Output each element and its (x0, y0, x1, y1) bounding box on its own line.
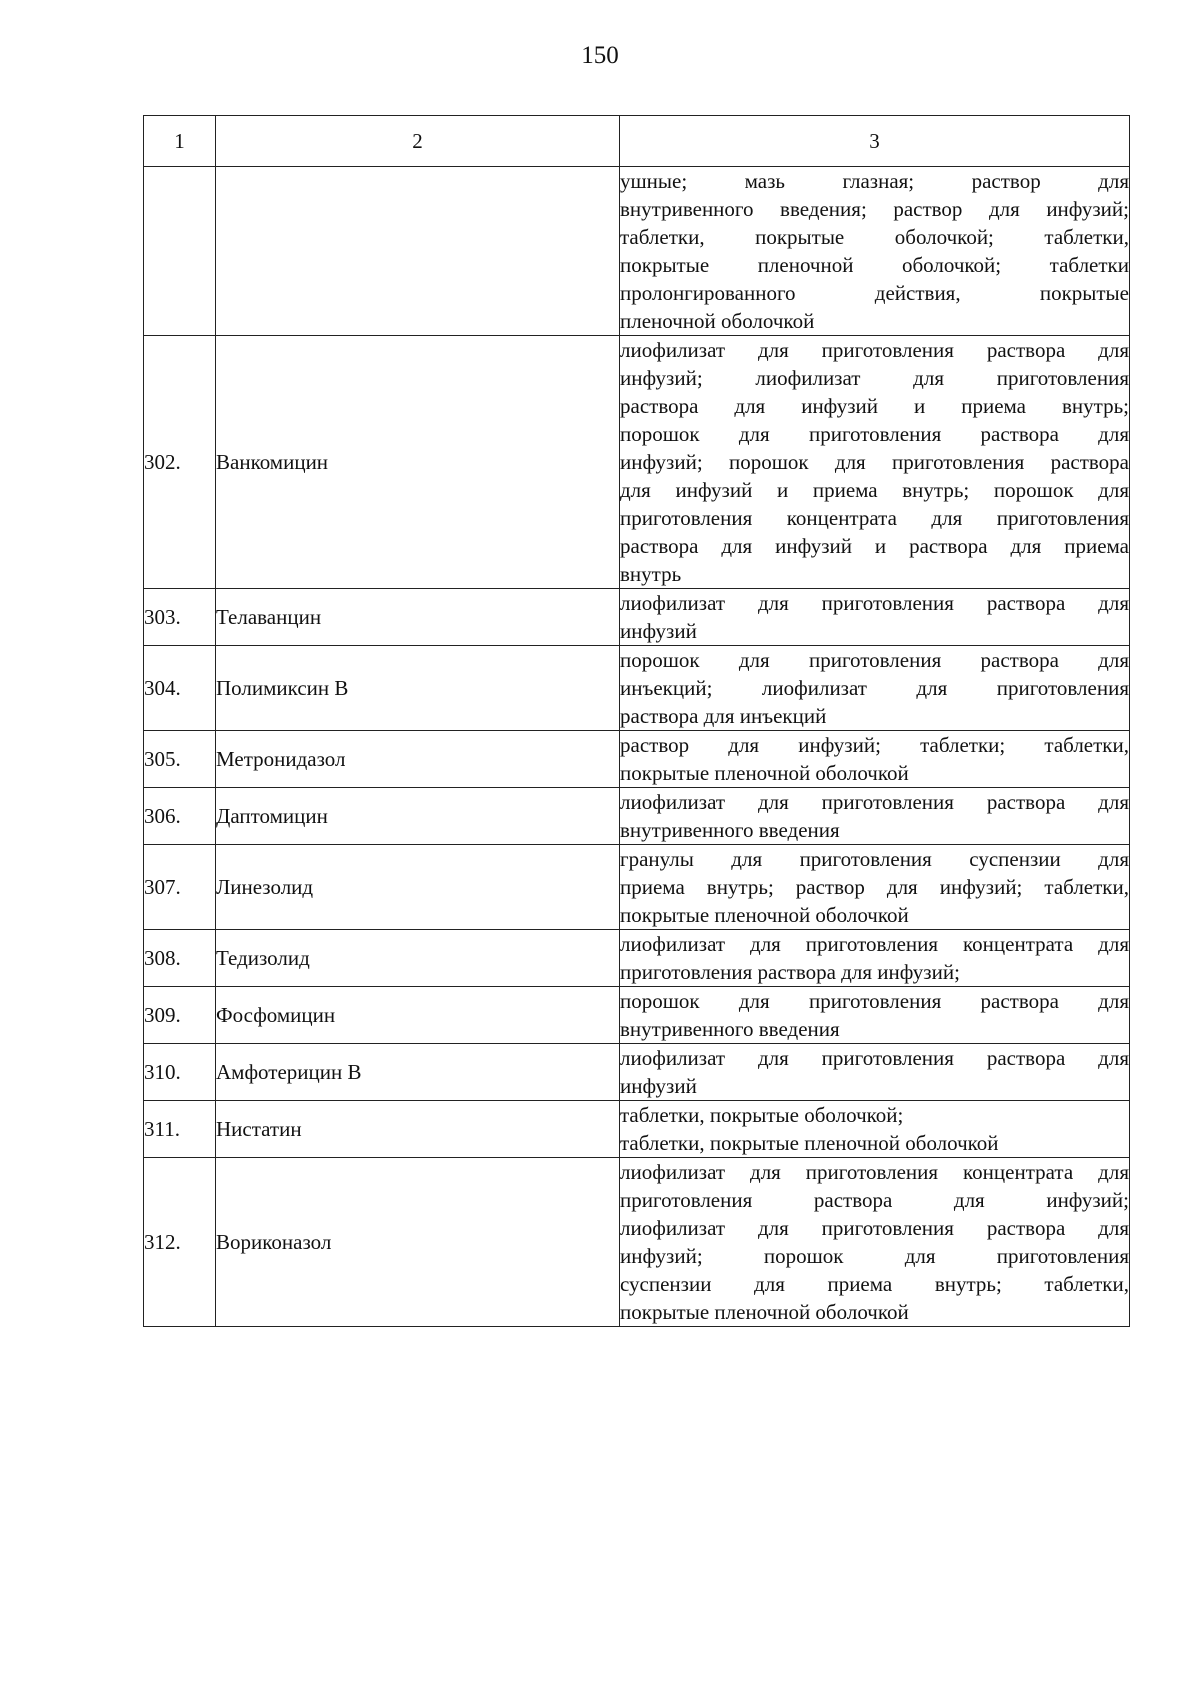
dosage-forms-line: инфузий (620, 619, 697, 643)
dosage-forms (620, 788, 1130, 845)
table-row (144, 930, 1130, 987)
dosage-forms-line: внутрь (620, 562, 682, 586)
row-number (144, 167, 216, 336)
dosage-forms-line: внутривенного введения (620, 1017, 840, 1041)
drug-name: Амфотерицин В (216, 1044, 620, 1101)
dosage-forms-line: инфузий (620, 1074, 697, 1098)
row-number: 308. (144, 930, 216, 987)
dosage-forms-line: суспензии для приема внутрь; таблетки, (620, 1272, 1129, 1296)
dosage-forms-line: таблетки, покрытые пленочной оболочкой (620, 1131, 999, 1155)
dosage-forms (620, 589, 1130, 646)
page-number: 150 (581, 42, 619, 69)
dosage-forms-line: покрытые пленочной оболочкой (620, 761, 909, 785)
table-row (144, 336, 1130, 589)
dosage-forms-line: приема внутрь; раствор для инфузий; таблетки, (620, 875, 1129, 899)
dosage-forms-line: таблетки, покрытые оболочкой; таблетки, (620, 225, 1129, 249)
dosage-forms (620, 731, 1130, 788)
table-row (144, 167, 1130, 336)
dosage-forms-line: пролонгированного действия, покрытые (620, 281, 1129, 305)
table-row (144, 589, 1130, 646)
table-row (144, 1044, 1130, 1101)
row-number: 302. (144, 336, 216, 589)
table-header-row (144, 116, 1130, 167)
dosage-forms-line: лиофилизат для приготовления раствора для (620, 591, 1129, 615)
dosage-forms-line: лиофилизат для приготовления концентрата для (620, 1160, 1129, 1184)
dosage-forms-line: порошок для приготовления раствора для (620, 422, 1129, 446)
table-row (144, 1158, 1130, 1327)
dosage-forms-line: раствора для инъекций (620, 704, 827, 728)
row-number: 303. (144, 589, 216, 646)
row-number: 307. (144, 845, 216, 930)
table-row (144, 845, 1130, 930)
dosage-forms-line: лиофилизат для приготовления раствора для (620, 338, 1129, 362)
dosage-forms-line: лиофилизат для приготовления раствора для (620, 1216, 1129, 1240)
dosage-forms (620, 930, 1130, 987)
dosage-forms-line: внутривенного введения (620, 818, 840, 842)
dosage-forms-line: гранулы для приготовления суспензии для (620, 847, 1129, 871)
dosage-forms-line: покрытые пленочной оболочкой (620, 903, 909, 927)
dosage-forms (620, 987, 1130, 1044)
column-header-2: 2 (216, 116, 620, 167)
table-row (144, 731, 1130, 788)
dosage-forms (620, 845, 1130, 930)
dosage-forms-line: лиофилизат для приготовления концентрата для (620, 932, 1129, 956)
dosage-forms-line: инфузий; порошок для приготовления (620, 1244, 1129, 1268)
dosage-forms-line: раствора для инфузий и приема внутрь; (620, 394, 1129, 418)
drug-name: Линезолид (216, 845, 620, 930)
dosage-forms-line: приготовления раствора для инфузий; (620, 1188, 1129, 1212)
dosage-forms-line: ушные; мазь глазная; раствор для (620, 169, 1129, 193)
dosage-forms-line: приготовления раствора для инфузий; (620, 960, 960, 984)
dosage-forms-line: инфузий; порошок для приготовления раствора (620, 450, 1129, 474)
drug-table (143, 115, 1130, 1327)
row-number: 312. (144, 1158, 216, 1327)
dosage-forms (620, 167, 1130, 336)
drug-name: Метронидазол (216, 731, 620, 788)
dosage-forms-line: покрытые пленочной оболочкой (620, 1300, 909, 1324)
dosage-forms (620, 646, 1130, 731)
dosage-forms-line: внутривенного введения; раствор для инфузий; (620, 197, 1129, 221)
column-header-3: 3 (620, 116, 1130, 167)
dosage-forms-line: лиофилизат для приготовления раствора для (620, 1046, 1129, 1070)
dosage-forms-line: пленочной оболочкой (620, 309, 815, 333)
drug-name (216, 167, 620, 336)
table-row (144, 987, 1130, 1044)
column-header-1: 1 (144, 116, 216, 167)
row-number: 309. (144, 987, 216, 1044)
drug-name: Ванкомицин (216, 336, 620, 589)
row-number: 311. (144, 1101, 216, 1158)
row-number: 304. (144, 646, 216, 731)
dosage-forms-line: порошок для приготовления раствора для (620, 648, 1129, 672)
drug-name: Даптомицин (216, 788, 620, 845)
dosage-forms-line: инфузий; лиофилизат для приготовления (620, 366, 1129, 390)
table-row (144, 1101, 1130, 1158)
drug-name: Вориконазол (216, 1158, 620, 1327)
row-number: 310. (144, 1044, 216, 1101)
dosage-forms-line: порошок для приготовления раствора для (620, 989, 1129, 1013)
dosage-forms-line: раствор для инфузий; таблетки; таблетки, (620, 733, 1129, 757)
drug-name: Фосфомицин (216, 987, 620, 1044)
drug-name: Телаванцин (216, 589, 620, 646)
dosage-forms-line: приготовления концентрата для приготовления (620, 506, 1129, 530)
dosage-forms (620, 336, 1130, 589)
drug-name: Тедизолид (216, 930, 620, 987)
dosage-forms-line: таблетки, покрытые оболочкой; (620, 1103, 904, 1127)
dosage-forms (620, 1101, 1130, 1158)
table-body (144, 167, 1130, 1327)
dosage-forms-line: раствора для инфузий и раствора для приема (620, 534, 1129, 558)
row-number: 306. (144, 788, 216, 845)
drug-name: Полимиксин В (216, 646, 620, 731)
dosage-forms-line: покрытые пленочной оболочкой; таблетки (620, 253, 1129, 277)
row-number: 305. (144, 731, 216, 788)
dosage-forms-line: для инфузий и приема внутрь; порошок для (620, 478, 1129, 502)
drug-name: Нистатин (216, 1101, 620, 1158)
dosage-forms-line: лиофилизат для приготовления раствора для (620, 790, 1129, 814)
table-row (144, 788, 1130, 845)
dosage-forms (620, 1044, 1130, 1101)
dosage-forms-line: инъекций; лиофилизат для приготовления (620, 676, 1129, 700)
table-row (144, 646, 1130, 731)
dosage-forms (620, 1158, 1130, 1327)
